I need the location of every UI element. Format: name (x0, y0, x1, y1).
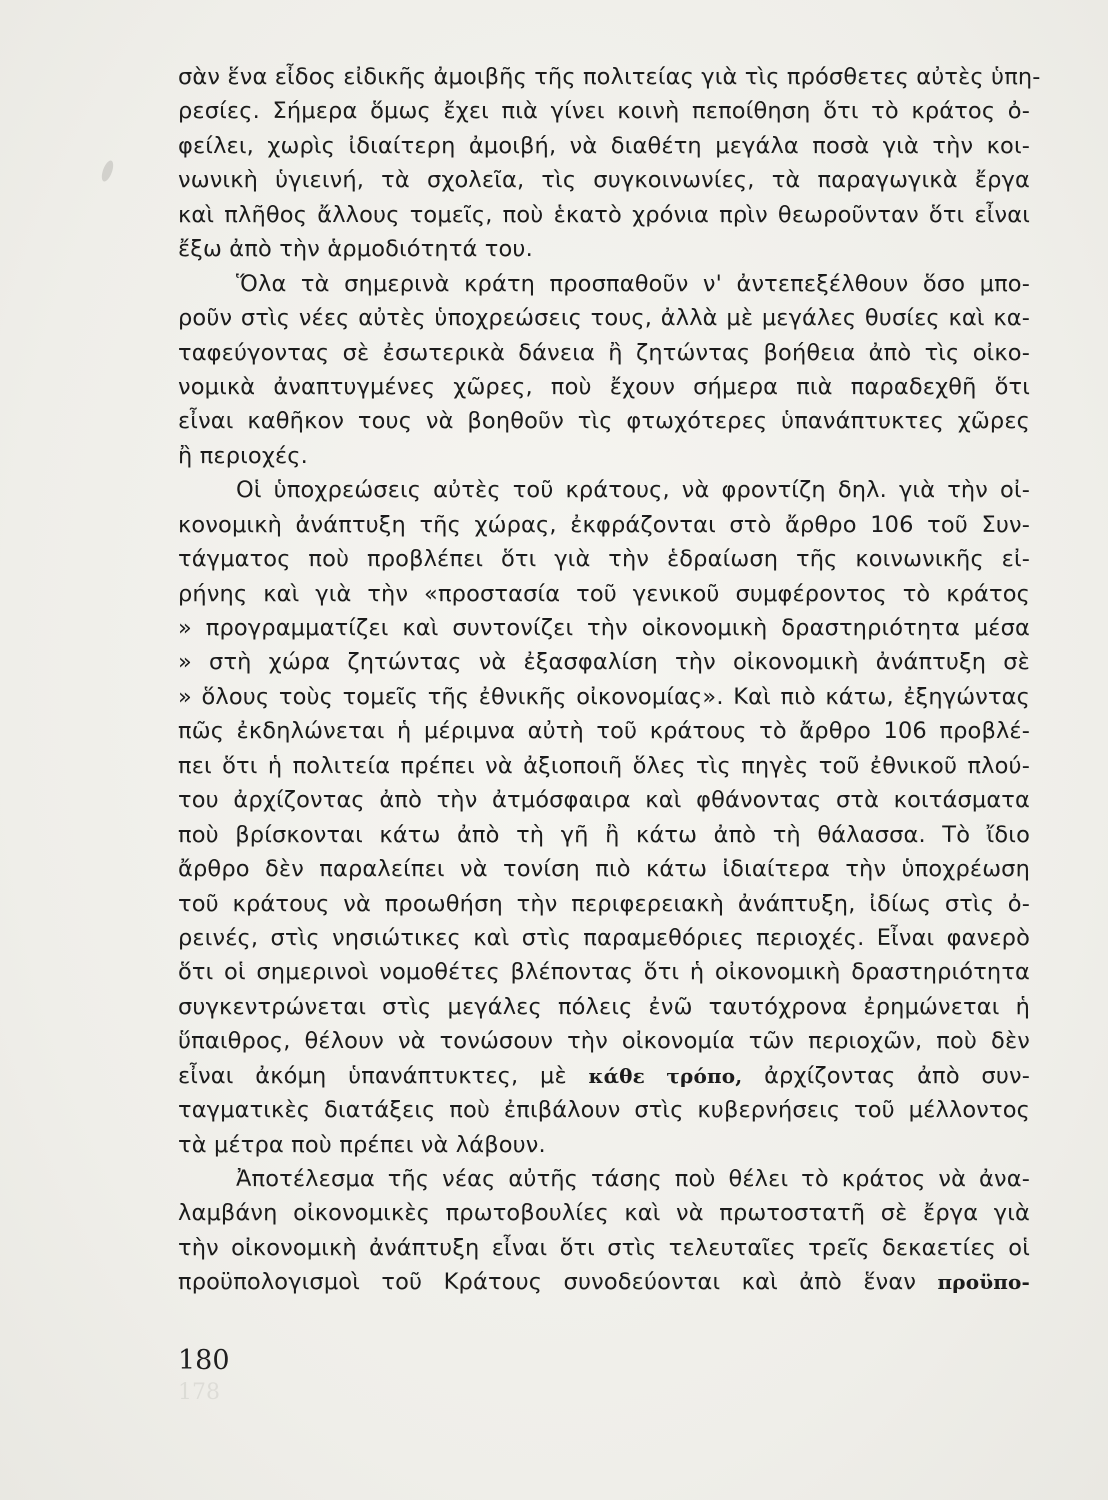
page-number: 180 (178, 1345, 230, 1376)
text-line: ἢ περιοχές. (178, 442, 308, 469)
text-line: ποὺ βρίσκονται κάτω ἀπὸ τὴ γῆ ἢ κάτω ἀπὸ τὴ θάλασσα. Τὸ ἴδιο (178, 821, 1030, 848)
text-line: νομικὰ ἀναπτυγμένες χῶρες, ποὺ ἔχουν σήμερα πιὰ παραδεχθῆ ὅτι (178, 373, 1030, 400)
text-line: ταγματικὲς διατάξεις ποὺ ἐπιβάλουν στὶς κυβερνήσεις τοῦ μέλλοντος (178, 1097, 1030, 1124)
text-line: Ἀποτέλεσμα τῆς νέας αὐτῆς τάσης ποὺ θέλει τὸ κράτος νὰ ἀνα- (236, 1166, 1030, 1192)
text-line (178, 1059, 1030, 1093)
text-line (178, 1265, 1030, 1299)
body-text (178, 60, 1041, 1300)
text-line: Ὅλα τὰ σημερινὰ κράτη προσπαθοῦν ν' ἀντεπεξέλθουν ὅσο μπο- (236, 270, 1030, 297)
text-line: νωνικὴ ὑγιεινή, τὰ σχολεῖα, τὶς συγκοινωνίες, τὰ παραγωγικὰ ἔργα (178, 167, 1030, 194)
text-run: ἀρχίζοντας ἀπὸ συν- (742, 1062, 1030, 1089)
text-line: τὴν οἰκονομικὴ ἀνάπτυξη εἶναι ὅτι στὶς τελευταῖες τρεῖς δεκαετίες οἱ (178, 1234, 1030, 1261)
text-line: φείλει, χωρὶς ἰδιαίτερη ἀμοιβή, νὰ διαθέτη μεγάλα ποσὰ γιὰ τὴν κοι- (178, 132, 1030, 159)
paragraph-2 (178, 267, 1030, 474)
text-run: προϋπολογισμοὶ τοῦ Κράτους συνοδεύονται καὶ ἀπὸ ἕναν (178, 1269, 938, 1296)
text-line: καὶ πλῆθος ἄλλους τομεῖς, ποὺ ἑκατὸ χρόνια πρὶν θεωροῦνταν ὅτι εἶναι (178, 201, 1030, 228)
text-line: τοῦ κράτους νὰ προωθήση τὴν περιφερειακὴ ἀνάπτυξη, ἰδίως στὶς ὀ- (178, 890, 1030, 917)
paper-speck (100, 159, 116, 183)
text-line: ρεινές, στὶς νησιώτικες καὶ στὶς παραμεθόριες περιοχές. Εἶναι φανερὸ (178, 924, 1030, 951)
bleed-through-page-number: 178 (178, 1380, 220, 1405)
text-line: του ἀρχίζοντας ἀπὸ τὴν ἀτμόσφαιρα καὶ φθάνοντας στὰ κοιτάσματα (178, 787, 1030, 814)
text-line: Οἱ ὑποχρεώσεις αὐτὲς τοῦ κράτους, νὰ φροντίζη δηλ. γιὰ τὴν οἰ- (236, 477, 1030, 504)
paragraph-1 (178, 60, 1041, 267)
text-line: πει ὅτι ἡ πολιτεία πρέπει νὰ ἀξιοποιῆ ὅλες τὶς πηγὲς τοῦ ἐθνικοῦ πλού- (178, 752, 1030, 779)
text-line: σὰν ἕνα εἶδος εἰδικῆς ἀμοιβῆς τῆς πολιτείας γιὰ τὶς πρόσθετες αὐτὲς ὑπη- (178, 64, 1041, 90)
text-line: ροῦν στὶς νέες αὐτὲς ὑποχρεώσεις τους, ἀλλὰ μὲ μεγάλες θυσίες καὶ κα- (178, 305, 1030, 332)
text-line: ταφεύγοντας σὲ ἐσωτερικὰ δάνεια ἢ ζητώντας βοήθεια ἀπὸ τὶς οἰκο- (178, 339, 1030, 366)
text-line: ὅτι οἱ σημερινοὶ νομοθέτες βλέποντας ὅτι ἡ οἰκονομικὴ δραστηριότητα (178, 959, 1030, 986)
text-line: τάγματος ποὺ προβλέπει ὅτι γιὰ τὴν ἑδραίωση τῆς κοινωνικῆς εἰ- (178, 546, 1030, 573)
text-line: ὕπαιθρος, θέλουν νὰ τονώσουν τὴν οἰκονομία τῶν περιοχῶν, ποὺ δὲν (178, 1028, 1030, 1055)
text-line: ἄρθρο δὲν παραλείπει νὰ τονίση πιὸ κάτω ἰδιαίτερα τὴν ὑποχρέωση (178, 856, 1030, 883)
text-line: τὰ μέτρα ποὺ πρέπει νὰ λάβουν. (178, 1131, 546, 1158)
bold-phrase: προϋπο- (937, 1270, 1030, 1295)
bold-phrase: κάθε τρόπο, (588, 1063, 743, 1088)
text-line: εἶναι καθῆκον τους νὰ βοηθοῦν τὶς φτωχότερες ὑπανάπτυκτες χῶρες (178, 408, 1030, 435)
text-line: ἔξω ἀπὸ τὴν ἁρμοδιότητά του. (178, 236, 533, 263)
text-line: ρήνης καὶ γιὰ τὴν «προστασία τοῦ γενικοῦ συμφέροντος τὸ κράτος (178, 580, 1030, 607)
text-run: εἶναι ἀκόμη ὑπανάπτυκτες, μὲ (178, 1062, 589, 1089)
paragraph-3 (178, 473, 1030, 1162)
text-line: » στὴ χώρα ζητώντας νὰ ἐξασφαλίση τὴν οἰκονομικὴ ἀνάπτυξη σὲ (178, 649, 1030, 676)
text-line: πῶς ἐκδηλώνεται ἡ μέριμνα αὐτὴ τοῦ κράτους τὸ ἄρθρο 106 προβλέ- (178, 718, 1030, 745)
text-line: λαμβάνη οἰκονομικὲς πρωτοβουλίες καὶ νὰ πρωτοστατῆ σὲ ἔργα γιὰ (178, 1200, 1030, 1227)
text-line: συγκεντρώνεται στὶς μεγάλες πόλεις ἐνῶ ταυτόχρονα ἐρημώνεται ἡ (178, 993, 1030, 1020)
text-line: » προγραμματίζει καὶ συντονίζει τὴν οἰκονομικὴ δραστηριότητα μέσα (178, 615, 1030, 641)
text-line: » ὅλους τοὺς τομεῖς τῆς ἐθνικῆς οἰκονομίας». Καὶ πιὸ κάτω, ἐξηγώντας (178, 683, 1030, 710)
paragraph-4 (178, 1162, 1030, 1300)
text-line: κονομικὴ ἀνάπτυξη τῆς χώρας, ἐκφράζονται στὸ ἄρθρο 106 τοῦ Συν- (178, 511, 1030, 538)
text-line: ρεσίες. Σήμερα ὅμως ἔχει πιὰ γίνει κοινὴ πεποίθηση ὅτι τὸ κράτος ὀ- (178, 98, 1030, 125)
